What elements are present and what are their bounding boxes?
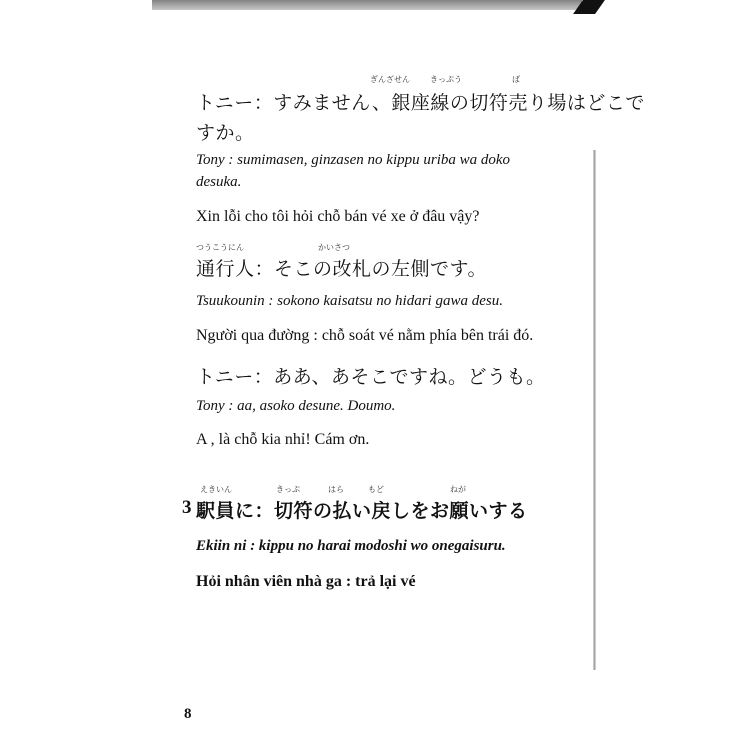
page-edge-shadow: [593, 150, 596, 670]
dialogue-2-romaji: Tsuukounin : sokono kaisatsu no hidari gawa desu.: [196, 293, 503, 309]
dialogue-1-vietnamese: Xin lỗi cho tôi hỏi chỗ bán vé xe ở đâu vậy?: [196, 208, 480, 225]
furigana-modo: もど: [368, 485, 384, 494]
dialogue-1-japanese-line-2: すか。: [196, 122, 255, 144]
dialogue-2-japanese: 通行人：そこの改札の左側です。: [196, 258, 487, 280]
furigana-kaisatsu: かいさつ: [318, 243, 350, 252]
dialogue-3-romaji: Tony : aa, asoko desune. Doumo.: [196, 398, 396, 414]
dialogue-1-romaji-line-1: Tony : sumimasen, ginzasen no kippu uriba wa doko: [196, 152, 511, 168]
furigana-ekiin: えきいん: [200, 485, 232, 494]
dialogue-1-japanese-line-1: トニー：すみません、銀座線の切符売り場はどこで: [196, 92, 645, 114]
dialogue-1-romaji-line-2: desuka.: [196, 174, 242, 190]
furigana-nega: ねが: [450, 485, 466, 494]
dialogue-3-vietnamese: A , là chỗ kia nhỉ! Cám ơn.: [196, 431, 370, 448]
section-3-romaji: Ekiin ni : kippu no harai modoshi wo onegaisuru.: [196, 538, 506, 554]
section-number: 3: [182, 497, 192, 518]
dialogue-3-japanese: トニー：ああ、あそこですね。どうも。: [196, 366, 546, 388]
section-3-vietnamese: Hỏi nhân viên nhà ga : trả lại vé: [196, 573, 416, 590]
furigana-kippu: きっぷ: [276, 485, 300, 494]
dialogue-2-vietnamese: Người qua đường : chỗ soát vé nằm phía bên trái đó.: [196, 327, 534, 344]
furigana-kippuu: きっぷう: [430, 75, 462, 84]
page-number: 8: [184, 706, 192, 722]
furigana-tsuukounin: つうこうにん: [196, 243, 244, 252]
section-3-japanese-heading: 駅員に：切符の払い戻しをお願いする: [196, 500, 528, 522]
furigana-hara: はら: [328, 485, 344, 494]
furigana-ba: ば: [512, 75, 520, 84]
scan-artifact-top: [152, 0, 582, 10]
furigana-ginzasen: ぎんざせん: [370, 75, 410, 84]
